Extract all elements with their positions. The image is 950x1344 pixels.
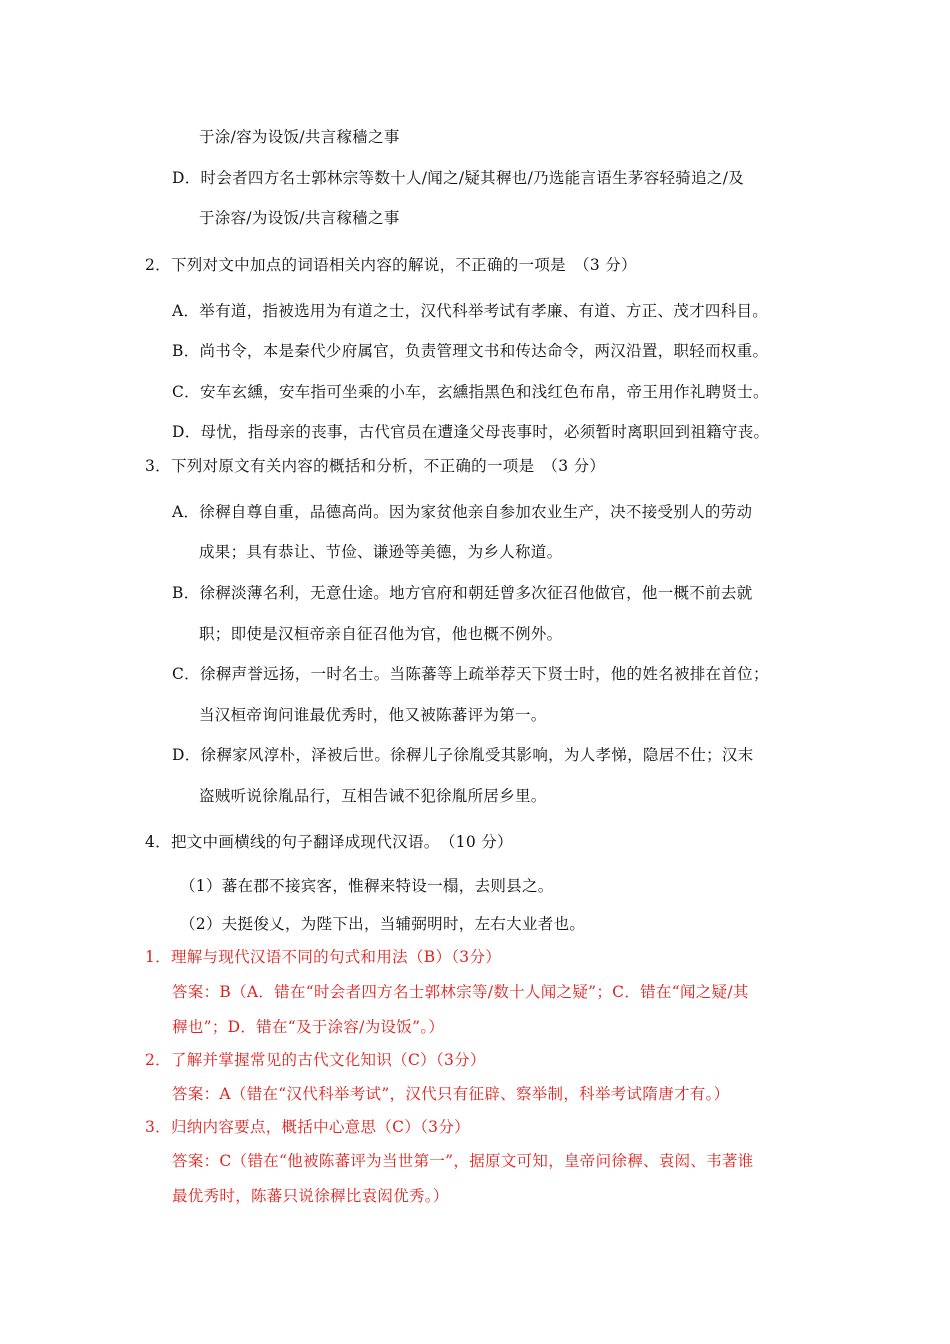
- q3-option-a-line1: A．徐稺自尊自重，品德高尚。因为家贫他亲自参加农业生产，决不接受别人的劳动: [172, 503, 753, 521]
- q3-stem: 3．下列对原文有关内容的概括和分析，不正确的一项是 （3 分）: [145, 457, 606, 475]
- q4-sentence-1: （1）蕃在郡不接宾客，惟稺来特设一榻，去则县之。: [180, 877, 554, 895]
- q2-stem: 2．下列对文中加点的词语相关内容的解说，不正确的一项是 （3 分）: [145, 256, 637, 274]
- q4-stem: 4．把文中画横线的句子翻译成现代汉语。 （10 分）: [145, 833, 513, 851]
- answer-2-line1: 答案：A（错在“汉代科举考试”，汉代只有征辟、察举制，科举考试隋唐才有。）: [172, 1085, 730, 1103]
- q1-option-d-line2: 于涂容/为设饭/共言稼穑之事: [199, 209, 400, 227]
- q2-option-a: A．举有道，指被选用为有道之士，汉代科举考试有孝廉、有道、方正、茂才四科目。: [172, 302, 769, 320]
- answer-3-line1: 答案：C（错在“他被陈蕃评为当世第一”，据原文可知，皇帝问徐稺、袁闳、韦著谁: [172, 1152, 754, 1170]
- q3-option-d-line1: D．徐稺家风淳朴，泽被后世。徐稺儿子徐胤受其影响，为人孝悌，隐居不仕；汉末: [172, 746, 754, 764]
- q3-option-d-line2: 盗贼听说徐胤品行，互相告诫不犯徐胤所居乡里。: [199, 787, 547, 805]
- q4-sentence-2: （2）夫挺俊乂，为陛下出，当辅弼明时，左右大业者也。: [180, 915, 586, 933]
- answer-1-line2: 稺也”；D．错在“及于涂容/为设饭”。）: [172, 1018, 445, 1036]
- q3-option-c-line2: 当汉桓帝询问谁最优秀时，他又被陈蕃评为第一。: [199, 706, 547, 724]
- answer-1-line1: 答案：B（A．错在“时会者四方名士郭林宗等/数十人闻之疑”；C．错在“闻之疑/其: [172, 983, 749, 1001]
- answer-3-line2: 最优秀时，陈蕃只说徐稺比袁闳优秀。）: [172, 1187, 449, 1205]
- q2-option-c: C．安车玄纁，安车指可坐乘的小车，玄纁指黑色和浅红色布帛，帝王用作礼聘贤士。: [172, 383, 769, 401]
- q3-option-b-line1: B．徐稺淡薄名利，无意仕途。地方官府和朝廷曾多次征召他做官，他一概不前去就: [172, 584, 753, 602]
- q3-option-c-line1: C．徐稺声誉远扬，一时名士。当陈蕃等上疏举荐天下贤士时，他的姓名被排在首位；: [172, 665, 769, 683]
- answer-2-title: 2．了解并掌握常见的古代文化知识（C）（3分）: [145, 1051, 486, 1069]
- q2-option-d: D．母忧，指母亲的丧事，古代官员在遭逢父母丧事时，必须暂时离职回到祖籍守丧。: [172, 423, 770, 441]
- answer-1-title: 1．理解与现代汉语不同的句式和用法（B）（3分）: [145, 948, 502, 966]
- q1-option-c-continuation: 于涂/容为设饭/共言稼穑之事: [199, 128, 400, 146]
- q3-option-b-line2: 职；即使是汉桓帝亲自征召他为官，他也概不例外。: [199, 625, 563, 643]
- q2-option-b: B．尚书令，本是秦代少府属官，负责管理文书和传达命令，两汉沿置，职轻而权重。: [172, 342, 769, 360]
- q3-option-a-line2: 成果；具有恭让、节俭、谦逊等美德，为乡人称道。: [199, 543, 563, 561]
- q1-option-d-line1: D．时会者四方名士郭林宗等数十人/闻之/疑其稺也/乃选能言语生茅容轻骑追之/及: [172, 169, 745, 187]
- answer-3-title: 3．归纳内容要点，概括中心意思（C）（3分）: [145, 1118, 470, 1136]
